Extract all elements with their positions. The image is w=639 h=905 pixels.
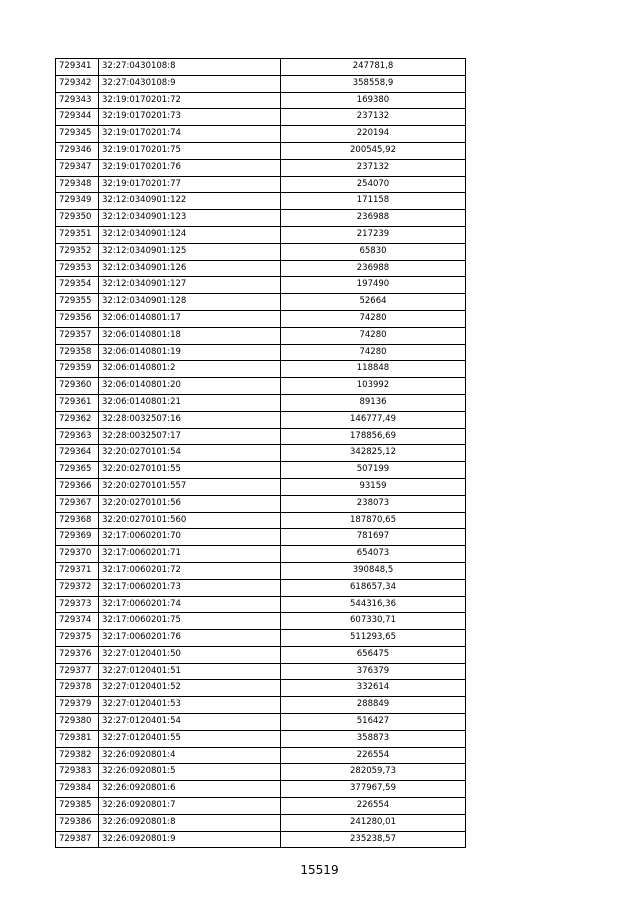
cadastral-number-cell: 32:17:0060201:75 <box>99 613 281 630</box>
row-id-cell: 729383 <box>56 764 99 781</box>
cadastral-number-cell: 32:06:0140801:19 <box>99 344 281 361</box>
table-row <box>56 630 466 647</box>
row-id-cell: 729345 <box>56 126 99 143</box>
row-id-cell: 729380 <box>56 714 99 731</box>
table-row <box>56 411 466 428</box>
value-cell: 511293,65 <box>281 630 466 647</box>
table-row <box>56 462 466 479</box>
value-cell: 169380 <box>281 92 466 109</box>
row-id-cell: 729374 <box>56 613 99 630</box>
cadastral-number-cell: 32:06:0140801:20 <box>99 378 281 395</box>
row-id-cell: 729378 <box>56 680 99 697</box>
table-row <box>56 798 466 815</box>
row-id-cell: 729379 <box>56 697 99 714</box>
cadastral-number-cell: 32:26:0920801:5 <box>99 764 281 781</box>
table-row <box>56 243 466 260</box>
cadastral-value-table <box>55 58 466 848</box>
cadastral-number-cell: 32:20:0270101:560 <box>99 512 281 529</box>
value-cell: 171158 <box>281 193 466 210</box>
row-id-cell: 729354 <box>56 277 99 294</box>
cadastral-number-cell: 32:19:0170201:75 <box>99 142 281 159</box>
row-id-cell: 729376 <box>56 646 99 663</box>
value-cell: 235238,57 <box>281 831 466 848</box>
row-id-cell: 729381 <box>56 730 99 747</box>
cadastral-number-cell: 32:27:0120401:50 <box>99 646 281 663</box>
value-cell: 178856,69 <box>281 428 466 445</box>
table-row <box>56 596 466 613</box>
table-row <box>56 59 466 76</box>
row-id-cell: 729346 <box>56 142 99 159</box>
cadastral-number-cell: 32:12:0340901:128 <box>99 294 281 311</box>
table-row <box>56 109 466 126</box>
row-id-cell: 729351 <box>56 226 99 243</box>
value-cell: 74280 <box>281 327 466 344</box>
table-row <box>56 663 466 680</box>
table-row <box>56 646 466 663</box>
row-id-cell: 729372 <box>56 579 99 596</box>
value-cell: 544316,36 <box>281 596 466 613</box>
cadastral-number-cell: 32:12:0340901:122 <box>99 193 281 210</box>
table-row <box>56 344 466 361</box>
cadastral-number-cell: 32:06:0140801:2 <box>99 361 281 378</box>
value-cell: 65830 <box>281 243 466 260</box>
value-cell: 200545,92 <box>281 142 466 159</box>
row-id-cell: 729362 <box>56 411 99 428</box>
table-row <box>56 176 466 193</box>
cadastral-number-cell: 32:17:0060201:70 <box>99 529 281 546</box>
cadastral-number-cell: 32:20:0270101:54 <box>99 445 281 462</box>
table-row <box>56 126 466 143</box>
row-id-cell: 729355 <box>56 294 99 311</box>
cadastral-number-cell: 32:06:0140801:18 <box>99 327 281 344</box>
row-id-cell: 729377 <box>56 663 99 680</box>
cadastral-number-cell: 32:12:0340901:127 <box>99 277 281 294</box>
value-cell: 52664 <box>281 294 466 311</box>
cadastral-number-cell: 32:06:0140801:17 <box>99 310 281 327</box>
row-id-cell: 729387 <box>56 831 99 848</box>
cadastral-number-cell: 32:17:0060201:72 <box>99 562 281 579</box>
table-row <box>56 831 466 848</box>
cadastral-number-cell: 32:19:0170201:77 <box>99 176 281 193</box>
value-cell: 342825,12 <box>281 445 466 462</box>
value-cell: 288849 <box>281 697 466 714</box>
value-cell: 238073 <box>281 495 466 512</box>
cadastral-number-cell: 32:12:0340901:123 <box>99 210 281 227</box>
table-row <box>56 714 466 731</box>
value-cell: 226554 <box>281 747 466 764</box>
cadastral-number-cell: 32:12:0340901:125 <box>99 243 281 260</box>
table-row <box>56 159 466 176</box>
value-cell: 217239 <box>281 226 466 243</box>
cadastral-number-cell: 32:06:0140801:21 <box>99 394 281 411</box>
value-cell: 226554 <box>281 798 466 815</box>
table-row <box>56 495 466 512</box>
table-row <box>56 75 466 92</box>
table-row <box>56 764 466 781</box>
value-cell: 358873 <box>281 730 466 747</box>
table-row <box>56 277 466 294</box>
row-id-cell: 729352 <box>56 243 99 260</box>
table-row <box>56 579 466 596</box>
value-cell: 93159 <box>281 478 466 495</box>
table-row <box>56 142 466 159</box>
table-row <box>56 310 466 327</box>
cadastral-number-cell: 32:19:0170201:72 <box>99 92 281 109</box>
cadastral-number-cell: 32:19:0170201:76 <box>99 159 281 176</box>
table-row <box>56 562 466 579</box>
row-id-cell: 729371 <box>56 562 99 579</box>
row-id-cell: 729370 <box>56 546 99 563</box>
row-id-cell: 729348 <box>56 176 99 193</box>
cadastral-number-cell: 32:27:0430108:8 <box>99 59 281 76</box>
row-id-cell: 729363 <box>56 428 99 445</box>
row-id-cell: 729368 <box>56 512 99 529</box>
row-id-cell: 729357 <box>56 327 99 344</box>
table-row <box>56 512 466 529</box>
cadastral-number-cell: 32:27:0120401:55 <box>99 730 281 747</box>
table-row <box>56 546 466 563</box>
cadastral-number-cell: 32:20:0270101:557 <box>99 478 281 495</box>
value-cell: 247781,8 <box>281 59 466 76</box>
cadastral-number-cell: 32:27:0120401:53 <box>99 697 281 714</box>
table-row <box>56 226 466 243</box>
cadastral-number-cell: 32:17:0060201:71 <box>99 546 281 563</box>
value-cell: 607330,71 <box>281 613 466 630</box>
row-id-cell: 729382 <box>56 747 99 764</box>
value-cell: 236988 <box>281 210 466 227</box>
value-cell: 656475 <box>281 646 466 663</box>
value-cell: 118848 <box>281 361 466 378</box>
value-cell: 187870,65 <box>281 512 466 529</box>
cadastral-number-cell: 32:27:0120401:52 <box>99 680 281 697</box>
value-cell: 282059,73 <box>281 764 466 781</box>
value-cell: 146777,49 <box>281 411 466 428</box>
value-cell: 236988 <box>281 260 466 277</box>
row-id-cell: 729361 <box>56 394 99 411</box>
row-id-cell: 729344 <box>56 109 99 126</box>
value-cell: 197490 <box>281 277 466 294</box>
page-number: 15519 <box>300 863 339 877</box>
table-row <box>56 529 466 546</box>
cadastral-number-cell: 32:27:0120401:54 <box>99 714 281 731</box>
row-id-cell: 729365 <box>56 462 99 479</box>
table-row <box>56 680 466 697</box>
row-id-cell: 729369 <box>56 529 99 546</box>
value-cell: 781697 <box>281 529 466 546</box>
table-row <box>56 210 466 227</box>
value-cell: 237132 <box>281 159 466 176</box>
row-id-cell: 729342 <box>56 75 99 92</box>
cadastral-number-cell: 32:19:0170201:73 <box>99 109 281 126</box>
cadastral-number-cell: 32:26:0920801:4 <box>99 747 281 764</box>
row-id-cell: 729341 <box>56 59 99 76</box>
cadastral-number-cell: 32:26:0920801:8 <box>99 814 281 831</box>
row-id-cell: 729375 <box>56 630 99 647</box>
table-row <box>56 747 466 764</box>
table-row <box>56 327 466 344</box>
row-id-cell: 729384 <box>56 781 99 798</box>
table-row <box>56 394 466 411</box>
row-id-cell: 729360 <box>56 378 99 395</box>
value-cell: 618657,34 <box>281 579 466 596</box>
table-row <box>56 361 466 378</box>
row-id-cell: 729386 <box>56 814 99 831</box>
value-cell: 254070 <box>281 176 466 193</box>
table-row <box>56 378 466 395</box>
row-id-cell: 729353 <box>56 260 99 277</box>
cadastral-number-cell: 32:12:0340901:124 <box>99 226 281 243</box>
cadastral-number-cell: 32:28:0032507:16 <box>99 411 281 428</box>
cadastral-number-cell: 32:28:0032507:17 <box>99 428 281 445</box>
row-id-cell: 729367 <box>56 495 99 512</box>
cadastral-number-cell: 32:26:0920801:6 <box>99 781 281 798</box>
cadastral-number-cell: 32:26:0920801:9 <box>99 831 281 848</box>
table-body <box>56 59 466 848</box>
table-row <box>56 697 466 714</box>
value-cell: 237132 <box>281 109 466 126</box>
row-id-cell: 729356 <box>56 310 99 327</box>
value-cell: 358558,9 <box>281 75 466 92</box>
value-cell: 220194 <box>281 126 466 143</box>
table-row <box>56 814 466 831</box>
row-id-cell: 729347 <box>56 159 99 176</box>
table-row <box>56 445 466 462</box>
row-id-cell: 729359 <box>56 361 99 378</box>
table-row <box>56 478 466 495</box>
value-cell: 390848,5 <box>281 562 466 579</box>
table-row <box>56 260 466 277</box>
cadastral-number-cell: 32:19:0170201:74 <box>99 126 281 143</box>
value-cell: 516427 <box>281 714 466 731</box>
table-row <box>56 428 466 445</box>
row-id-cell: 729385 <box>56 798 99 815</box>
value-cell: 89136 <box>281 394 466 411</box>
cadastral-number-cell: 32:12:0340901:126 <box>99 260 281 277</box>
cadastral-number-cell: 32:17:0060201:76 <box>99 630 281 647</box>
value-cell: 74280 <box>281 310 466 327</box>
row-id-cell: 729343 <box>56 92 99 109</box>
value-cell: 654073 <box>281 546 466 563</box>
cadastral-number-cell: 32:17:0060201:74 <box>99 596 281 613</box>
value-cell: 332614 <box>281 680 466 697</box>
row-id-cell: 729373 <box>56 596 99 613</box>
value-cell: 376379 <box>281 663 466 680</box>
table-row <box>56 193 466 210</box>
row-id-cell: 729350 <box>56 210 99 227</box>
cadastral-number-cell: 32:26:0920801:7 <box>99 798 281 815</box>
row-id-cell: 729349 <box>56 193 99 210</box>
value-cell: 74280 <box>281 344 466 361</box>
table-row <box>56 730 466 747</box>
table-row <box>56 92 466 109</box>
value-cell: 103992 <box>281 378 466 395</box>
value-cell: 377967,59 <box>281 781 466 798</box>
cadastral-number-cell: 32:17:0060201:73 <box>99 579 281 596</box>
row-id-cell: 729358 <box>56 344 99 361</box>
table-row <box>56 294 466 311</box>
cadastral-number-cell: 32:20:0270101:55 <box>99 462 281 479</box>
cadastral-number-cell: 32:27:0430108:9 <box>99 75 281 92</box>
value-cell: 507199 <box>281 462 466 479</box>
row-id-cell: 729366 <box>56 478 99 495</box>
value-cell: 241280,01 <box>281 814 466 831</box>
cadastral-number-cell: 32:27:0120401:51 <box>99 663 281 680</box>
table-row <box>56 613 466 630</box>
cadastral-number-cell: 32:20:0270101:56 <box>99 495 281 512</box>
row-id-cell: 729364 <box>56 445 99 462</box>
table-row <box>56 781 466 798</box>
